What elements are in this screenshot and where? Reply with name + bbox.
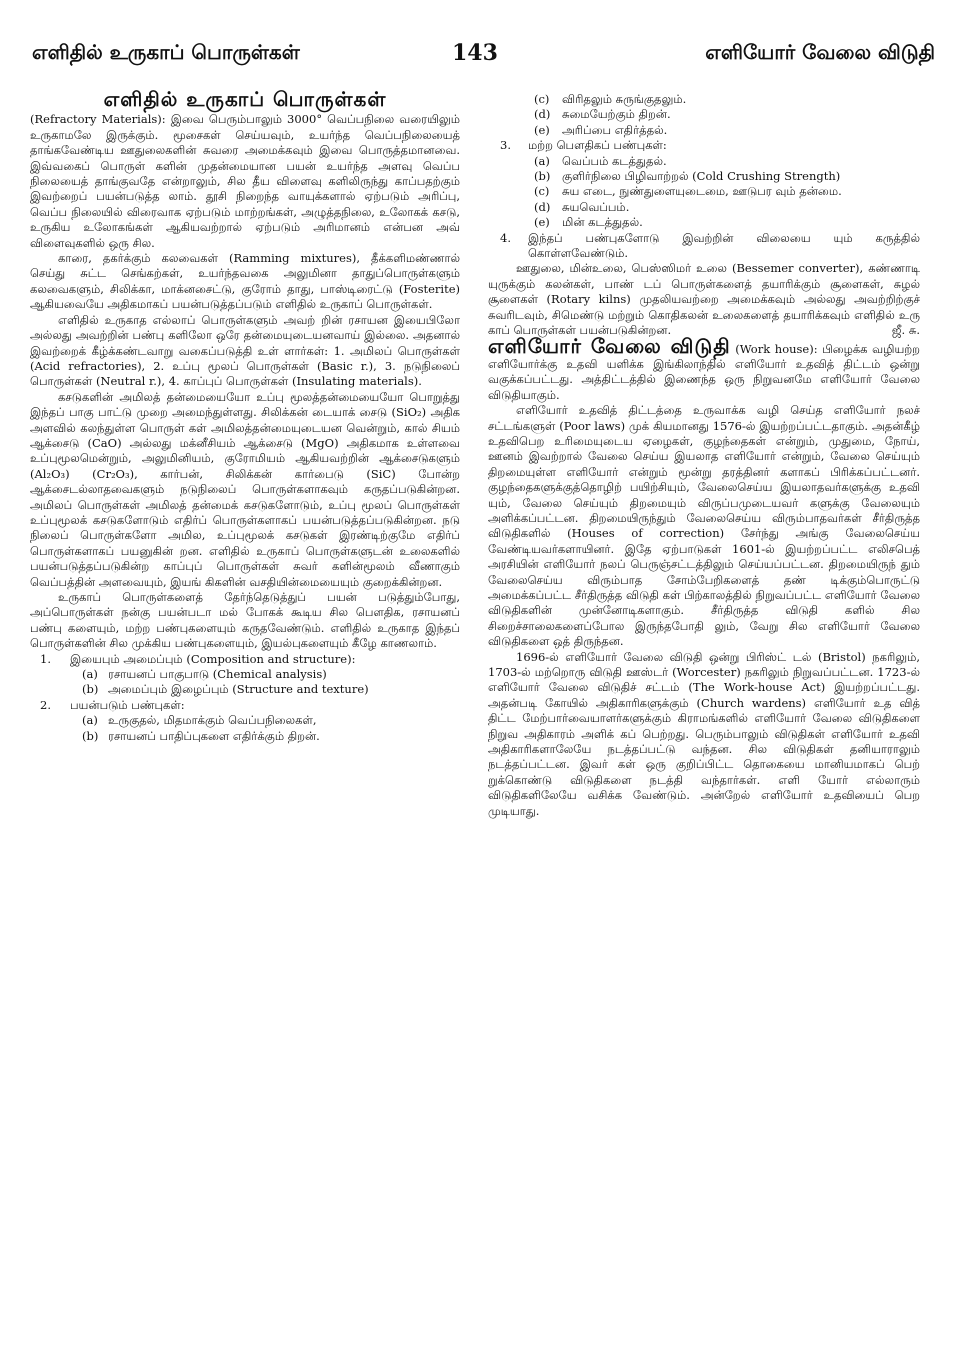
paragraph <box>488 261 920 338</box>
sub-mark: (b) <box>534 169 551 184</box>
sub-list-item <box>30 713 460 728</box>
list-number: 4. <box>500 230 511 245</box>
list-text: இயைபும் அமைப்பும் (Composition and structure): <box>70 651 356 666</box>
sub-list-item <box>30 667 460 682</box>
sub-mark: (a) <box>534 153 550 168</box>
sub-text: சுயவெப்பம். <box>562 199 630 214</box>
sub-list-item <box>488 107 920 122</box>
paragraph: காரை, தகர்க்கும் கலவைகள் (Ramming mixtures), தீக்களிமண்ணால் செய்து சுட்ட செங்கற்கள், உயர்ந்தவகை அலுமினா தாதுப்பொருள்களும் கலவைகளும், சிலிக்கா, மாக்னசைட்டு, குரோம் தாது, பாஸ்டிரைட்டு (Fosterite) ஆகியவையே அதிகமாகப் பயன்படுத்தப்படும் எளிதில் உருகாப் பொருள்கள். <box>30 251 460 312</box>
running-head-right: எளியோர் வேலை விடுதி <box>705 40 935 64</box>
properties-list <box>30 652 460 744</box>
sub-text: வெப்பம் கடத்துதல். <box>562 153 667 168</box>
sub-text: சுமையேற்கும் திறன். <box>562 107 671 122</box>
page-header <box>32 40 935 80</box>
sub-list-item <box>488 215 920 230</box>
sub-text: ரசாயனப் பாதிப்புகளை எதிர்க்கும் திறன். <box>108 728 320 743</box>
list-text: இந்தப் பண்புகளோடு இவற்றின் விலையை யும் கருத்தில் கொள்ளவேண்டும். <box>528 230 920 261</box>
sub-mark: (b) <box>82 728 99 743</box>
sub-mark: (d) <box>534 107 551 122</box>
properties-list-continued <box>488 92 920 261</box>
author-initials: ஜீ. சு. <box>891 323 920 338</box>
sub-mark: (a) <box>82 667 98 682</box>
sub-mark: (d) <box>534 199 551 214</box>
paragraph: உருகாப் பொருள்களைத் தேர்ந்தெடுத்துப் பயன் படுத்தும்போது, அப்பொருள்கள் நன்கு பயன்படா மல் போகக் கூடிய சில பௌதிக, ரசாயனப் பண்பு களையும், மற்ற பண்புகளையும் கருதவேண்டும். எளிதில் உருகாத இந்தப் பொருள்களின் சில முக்கிய பண்புகளையும், இயல்புகளையும் கீழே காணலாம். <box>30 590 460 651</box>
sub-text: உருகுதல், மிதமாக்கும் வெப்பநிலைகள், <box>108 713 317 728</box>
sub-text: அரிப்பை எதிர்த்தல். <box>562 122 668 137</box>
sub-list-item <box>488 169 920 184</box>
page-number: 143 <box>452 40 498 66</box>
sub-list-item <box>488 184 920 199</box>
sub-list-item <box>488 200 920 215</box>
entry-lead-text: (Work house): பிழைக்க வழியற்ற எளியோர்க்கு உதவி யளிக்க இங்கிலாந்தில் எளியோர் உதவித் திட்டம் ஒன்று வகுக்கப்பட்டது. அத்திட்டத்தில் இணைந்த ஒரு நிறுவனமே எளியோர் வேலை விடுதியாகும். <box>488 341 920 402</box>
list-item <box>30 652 460 667</box>
sub-list-item <box>488 154 920 169</box>
sub-text: ரசாயனப் பாகுபாடு (Chemical analysis) <box>108 667 327 682</box>
entry-heading-wrap <box>30 87 460 111</box>
sub-text: விரிதலும் சுருங்குதலும். <box>562 92 687 106</box>
sub-text: மின் கடத்துதல். <box>562 215 643 230</box>
paragraph-text: ஊதுலை, மின்உலை, பெஸ்ஸிமர் உலை (Bessemer converter), கண்ணாடி யுருக்கும் கலன்கள், பாண் டப் பொருள்களைத் தயாரிக்கும் சூளைகள், சுழல் சூளைகள் (Rotary kilns) முதலியவற்றை அமைக்கவும் அல்லது அவற்றிற்குச் சுவரிடவும், சிமெண்டு மற்றும் கொதிகலன் உலைகளைத் தயாரிக்கவும் எளிதில் உரு காப் பொருள்கள் பயன்படுகின்றன. <box>488 261 920 338</box>
paragraph: 1696-ல் எளியோர் வேலை விடுதி ஒன்று பிரிஸ்ட் டல் (Bristol) நகரிலும், 1703-ல் மற்றொரு விடுதி ஊஸ்டர் (Worcester) நகரிலும் நிறுவப்பட்டன. 1723-ல் எளியோர் வேலை விடுதிச் சட்டம் (The Work-house Act) இயற்றப்பட்டது. அதன்படி கோயில் அதிகாரிகளுக்கும் (Church wardens) எளியோர் உத வித் திட்ட மேற்பார்வையாளர்களுக்கும் கிராமங்களில் எளியோர் வேலை விடுதிகளை நிறுவ அதிகாரம் அளிக் கப் பெற்றது. பெரும்பாலும் விடுதிகள் எளியோர் உதவி அதிகாரிகளாலேயே நடத்தப்பட்டு வந்தன. சில விடுதிகள் தனியாராலும் நடத்தப்பட்டன. இவர் கள் ஒரு குறிப்பிட்ட தொகையை மானியமாகப் பெற் றுக்கொண்டு விடுதிகளை நடத்தி வந்தார்கள். எளி யோர் எல்லாரும் விடுதிகளிலேயே வசிக்க வேண்டும். அன்றேல் எளியோர் உதவியைப் பெற முடியாது. <box>488 649 920 818</box>
paragraph: (Refractory Materials): இவை பெரும்பாலும் 3000° வெப்பநிலை வரையிலும் உருகாமலே இருக்கும். மூசைகள் செய்யவும், உயர்ந்த வெப்பநிலையைத் தாங்கவேண்டிய ஊதுலைகளின் சுவரை அமைக்கவும் இவை பொருத்தமானவை. இவ்வகைப் பொருள் களின் முதன்மையான பயன் உயர்ந்த அளவு வெப்ப நிலையைத் தாங்குவதே என்றாலும், சில தீய விளைவு களிலிருந்து காப்பதற்கும் இவற்றைப் பயன்படுத்த லாம். தூசி நிறைந்த வாயுக்களால் ஏற்படும் அரிப்பு, வெப்ப நிலையில் விரைவாக ஏற்படும் மாற்றங்கள், அழுத்தநிலை, உலோகக் கசடு, உருகிய உலோகங்கள் ஆகியவற்றால் ஏற்படும் அரிமானம் என்பன அவ் விளைவுகளில் ஒரு சில. <box>30 112 460 250</box>
list-number: 2. <box>40 697 51 712</box>
sub-mark: (a) <box>82 713 98 728</box>
list-text: மற்ற பௌதிகப் பண்புகள்: <box>528 138 667 153</box>
sub-mark: (e) <box>534 122 550 137</box>
list-item <box>30 698 460 713</box>
paragraph: எளிதில் உருகாத எல்லாப் பொருள்களும் அவற் றின் ரசாயன இயைபிலோ அல்லது அவற்றின் பண்பு களிலோ ஒரே தன்மையுடையனவாய் இல்லை. அதனால் இவற்றைக் கீழ்க்கண்டவாறு வகைப்படுத்தி உள் ளார்கள்: 1. அமிலப் பொருள்கள் (Acid refractories), 2. உப்பு மூலப் பொருள்கள் (Basic r.), 3. நடுநிலைப் பொருள்கள் (Neutral r.), 4. காப்புப் பொருள்கள் (Insulating materials). <box>30 312 460 389</box>
sub-mark: (e) <box>534 215 550 230</box>
list-number: 1. <box>40 651 51 666</box>
sub-list-item <box>30 682 460 697</box>
right-column <box>488 92 920 819</box>
sub-mark: (c) <box>534 92 550 106</box>
sub-text: சுய எடை, நுண்துளையுடைமை, ஊடுபர வும் தன்மை. <box>562 184 842 199</box>
sub-text: அமைப்பும் இழைப்பும் (Structure and texture) <box>108 682 369 697</box>
paragraph: எளியோர் உதவித் திட்டத்தை உருவாக்க வழி செய்த எளியோர் நலச் சட்டங்களுள் (Poor laws) முக் கியமானது 1576-ல் இயற்றப்பட்டதாகும். அதன்கீழ் உதவிபெற உரிமையுடைய ஏழைகள், குழந்தைகள் என்றும், முதுமை, நோய், ஊனம் இவற்றால் வேலை செய்ய இயலாத எளியோர் என்றும், வேலை செய்யும் திறமையுள்ள எளியோர் என்றும் மூன்று தரத்தினர் களாகப் பிரிக்கப்பட்டனர். குழந்தைகளுக்குத்தொழிற் பயிற்சியும், வேலைசெய்ய இயலாதவர்களுக்கு உதவி யும், வேலை செய்யும் திறமையும் விருப்பமுடையவர் களுக்கு வேலையும் அளிக்கப்பட்டன. திறமையிருந்தும் வேலைசெய்ய விரும்பாதவர்கள் சீர்திருத்த விடுதிகளில் (Houses of correction) சேர்ந்து அங்கு வேலைசெய்ய வேண்டியவர்களாயினர். இதே ஏற்பாடுகள் 1601-ல் இயற்றப்பட்ட எலிசபெத் அரசியின் எளியோர் நலப் பெருஞ்சட்டத்திலும் செய்யப்பட்டன. திறமையிருந் தும் வேலைசெய்ய விரும்பாத சோம்பேறிகளைத் தண் டிக்கும்பொருட்டு அமைக்கப்பட்ட சீர்திருத்த விடுதி கள் பிற்காலத்தில் நிறுவப்பட்ட எளியோர் வேலை விடுதிகளின் முன்னோடிகளாகும். சீர்திருத்த விடுதி களில் சில சிறைச்சாலைகளைப்போல இருந்தபோதி லும், வேறு சில எளியோர் வேலை விடுதிகளை ஒத் திருந்தன. <box>488 403 920 649</box>
sub-list-item <box>488 92 920 107</box>
list-item <box>488 231 920 262</box>
sub-list-item <box>488 123 920 138</box>
list-item <box>488 138 920 153</box>
list-text: பயன்படும் பண்புகள்: <box>70 697 185 712</box>
sub-text: குளிர்நிலை பிழிவாற்றல் (Cold Crushing Strength) <box>562 169 841 184</box>
sub-mark: (b) <box>82 682 99 697</box>
running-head-left: எளிதில் உருகாப் பொருள்கள் <box>32 40 300 64</box>
entry-start <box>488 333 920 404</box>
entry-heading: எளிதில் உருகாப் பொருள்கள் <box>103 87 387 111</box>
paragraph: கசடுகளின் அமிலத் தன்மையையோ உப்பு மூலத்தன்மையையோ பொறுத்து இந்தப் பாகு பாட்டு முறை அமைந்துள்ளது. சிலிக்கன் டையாக் சைடு (SiO₂) அதிக அளவில் கலந்துள்ள பொருள் கள் அமிலத்தன்மையுடையன வென்றும், கால் சியம் ஆக்சைடு (CaO) அல்லது மக்னீசியம் ஆக்சைடு (MgO) அதிகமாக உள்ளவை உப்புமூலமென்றும், அலுமினியம், குரோமியம் ஆகியவற்றின் ஆக்சைடுகளும் (Al₂O₃) (Cr₂O₃), கார்பன், சிலிக்கன் கார்பைடு (SiC) போன்ற ஆக்சைடல்லாதவைகளும் நடுநிலைப் பொருள்களாகவும் கருதப்படுகின்றன. அமிலப் பொருள்கள் அமிலத் தன்மைக் கசடுகளோடும், உப்பு மூலப் பொருள்கள் உப்புமூலக் கசடுகளோடும் எதிர்ப் பொருள்களாகப் பயன்படுத்தப்படுகின்றன. நடு நிலைப் பொருள்களோ அமில, உப்புமூலக் கசடுகள் இரண்டிற்குமே எதிர்ப் பொருள்களாகப் பயனுகின் றன. எளிதில் உருகாப் பொருள்களுடன் உலைகளில் பயன்படுத்தப்படுகின்ற காப்புப் பொருள்கள் சுவர் களின்மூலம் வீணாகும் வெப்பத்தின் அளவையும், இயங் கிகளின் வசதியின்மையையும் குறைக்கின்றன. <box>30 389 460 589</box>
entry-heading: எளியோர் வேலை விடுதி <box>488 333 731 358</box>
left-column <box>30 87 460 744</box>
sub-list-item <box>30 729 460 744</box>
list-number: 3. <box>500 138 511 153</box>
sub-mark: (c) <box>534 184 550 199</box>
